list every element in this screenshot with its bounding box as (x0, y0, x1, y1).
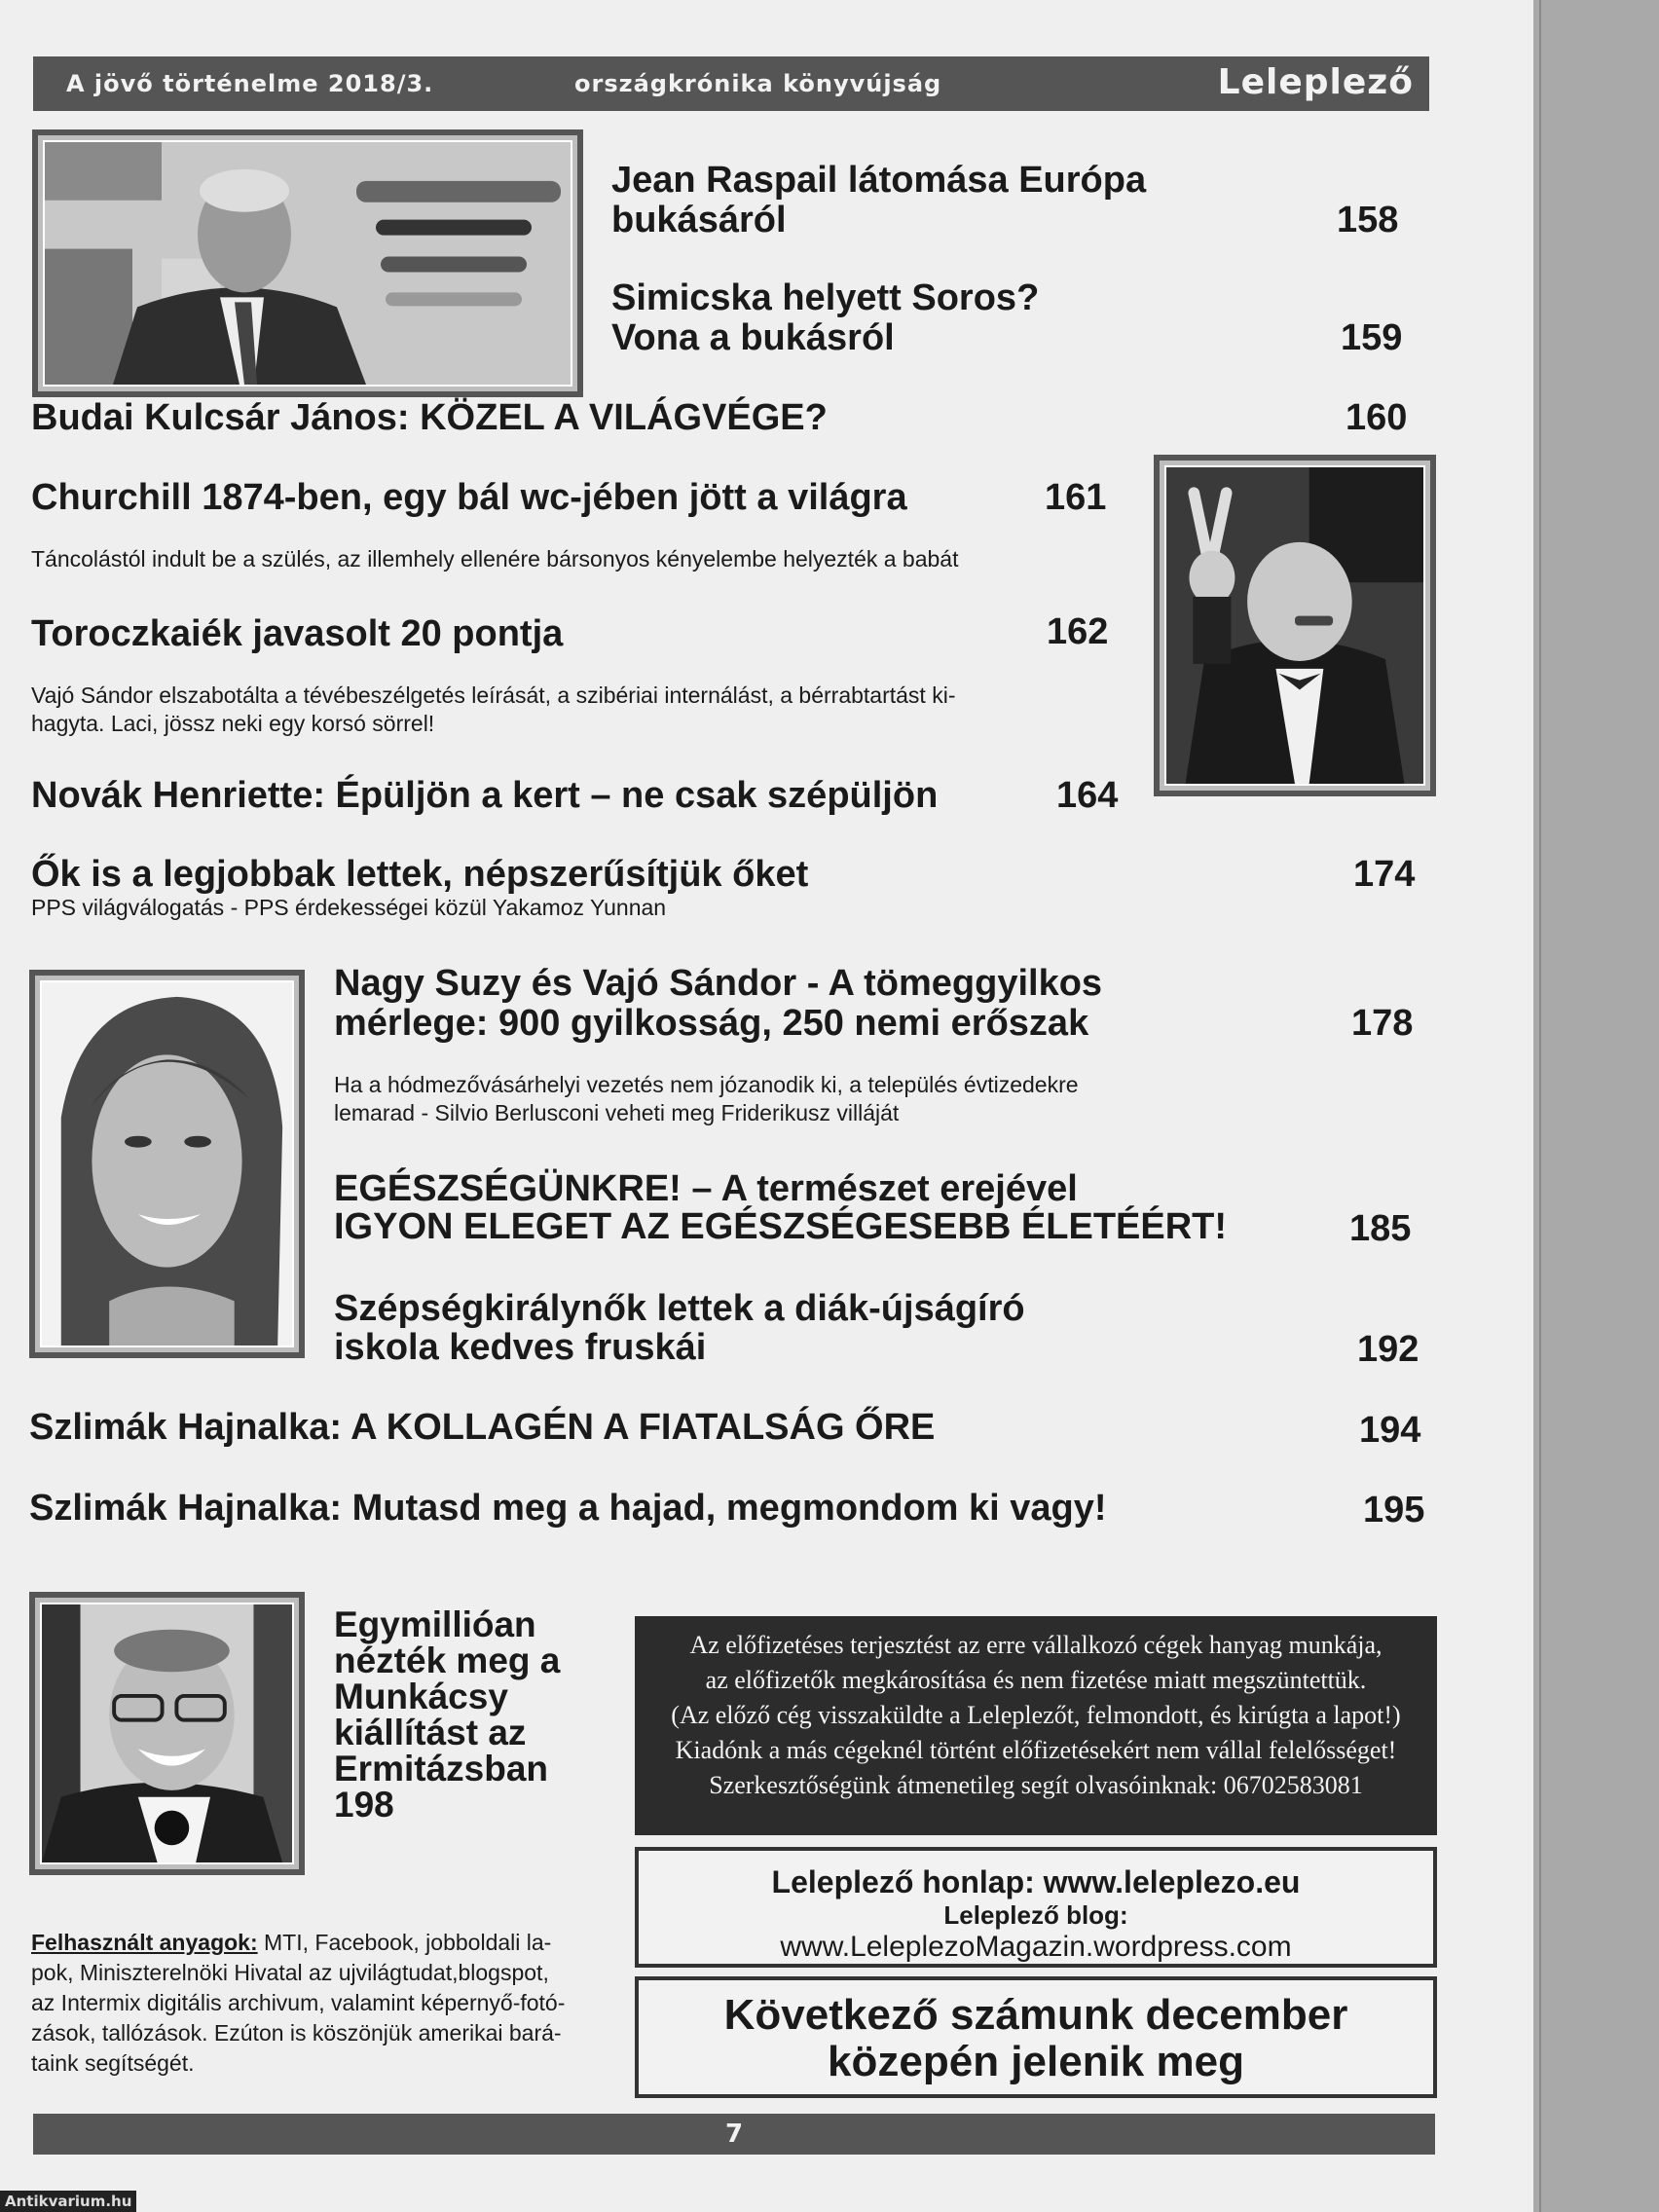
toc-entry-subtitle: PPS világválogatás - PPS érdekességei közül Yakamoz Yunnan (31, 895, 667, 920)
toc-entry-page: 174 (1353, 854, 1416, 895)
toc-entry-title: Szlimák Hajnalka: A KOLLAGÉN A FIATALSÁG ŐRE (29, 1407, 936, 1448)
toc-entry-page: 185 (1349, 1208, 1412, 1249)
toc-entry-page: 164 (1056, 775, 1119, 816)
toc-entry-subtitle: Vajó Sándor elszabotálta a tévébeszélgetés leírását, a szibériai internálást, a bérrabtartást ki- (31, 682, 956, 708)
side-article-line: kiállítást az (334, 1713, 527, 1752)
churchill-photo (1154, 455, 1436, 796)
sources-text: taink segítségét. (31, 2050, 195, 2076)
magazine-title: Leleplező (1217, 62, 1414, 102)
toc-entry-page: 160 (1346, 397, 1408, 438)
toc-entry-title: Toroczkaiék javasolt 20 pontja (31, 613, 564, 654)
page-number: 7 (724, 2120, 744, 2149)
toc-entry-title: Novák Henriette: Épüljön a kert – ne csak szépüljön (31, 775, 939, 816)
toc-entry-page: 194 (1359, 1410, 1421, 1451)
toc-entry-title: Simicska helyett Soros? Vona a bukásról (611, 277, 1040, 358)
notice-line: Szerkesztőségünk átmenetileg segít olvasóinknak: 06702583081 (709, 1771, 1363, 1799)
page-header-bar (33, 56, 1429, 111)
sources-text: MTI, Facebook, jobboldali la- (257, 1930, 552, 1955)
toc-entry-title: Szépségkirálynők lettek a diák-újságíró (334, 1288, 1025, 1329)
next-issue-line: Következő számunk december (723, 1991, 1348, 2039)
page-edge (1533, 0, 1659, 2212)
toc-entry-title: Ők is a legjobbak lettek, népszerűsítjük őket (31, 854, 809, 895)
toc-entry-title: Churchill 1874-ben, egy bál wc-jében jött a világra (31, 477, 907, 518)
sources-text: zások, tallózások. Ezúton is köszönjük amerikai bará- (31, 2020, 562, 2046)
toc-entry-subtitle: Táncolástól indult be a szülés, az illemhely ellenére bársonyos kényelembe helyezték a babát (31, 546, 959, 571)
toc-entry-page: 161 (1045, 477, 1107, 518)
raspail-photo (32, 129, 583, 397)
toc-entry-title: Szlimák Hajnalka: Mutasd meg a hajad, megmondom ki vagy! (29, 1488, 1107, 1529)
watermark: Antikvarium.hu (0, 2191, 136, 2212)
toc-entry-title: Budai Kulcsár János: KÖZEL A VILÁGVÉGE? (31, 397, 828, 438)
side-article-line: nézték meg a (334, 1641, 561, 1680)
blog-link[interactable]: www.LeleplezoMagazin.wordpress.com (780, 1931, 1292, 1963)
toc-entry-title: iskola kedves fruskái (334, 1327, 707, 1368)
page-footer-bar (33, 2114, 1435, 2155)
toc-entry-page: 158 (1337, 200, 1399, 240)
issue-label: A jövő történelme 2018/3. (66, 70, 434, 97)
toc-entry-title: IGYON ELEGET AZ EGÉSZSÉGESEBB ÉLETÉÉRT! (334, 1206, 1228, 1247)
website-box (635, 1847, 1437, 1968)
toc-entry-page: 159 (1341, 317, 1403, 358)
toc-entry-page: 195 (1363, 1490, 1425, 1530)
woman-photo (29, 970, 305, 1358)
sources-credits (31, 1928, 620, 2079)
side-article-page: 198 (334, 1785, 394, 1825)
homepage-link[interactable]: Leleplező honlap: www.leleplezo.eu (771, 1864, 1301, 1899)
notice-line: Kiadónk a más cégeknél történt előfizetésekért nem vállal felelősséget! (675, 1736, 1397, 1764)
side-article-line: Munkácsy (334, 1677, 508, 1716)
toc-entry-page: 178 (1351, 1003, 1414, 1044)
toc-entry-subtitle: hagyta. Laci, jössz neki egy korsó sörrel! (31, 711, 435, 736)
blog-label: Leleplező blog: (943, 1900, 1128, 1930)
series-label: országkrónika könyvújság (574, 70, 942, 97)
sources-text: az Intermix digitális archivum, valamint képernyő-fotó- (31, 1990, 566, 2015)
toc-entry-title: Jean Raspail látomása Európa bukásáról (611, 160, 1147, 240)
toc-entry-subtitle: Ha a hódmezővásárhelyi vezetés nem józanodik ki, a település évtizedekre (334, 1072, 1079, 1097)
toc-entry-title: mérlege: 900 gyilkosság, 250 nemi erőszak (334, 1003, 1089, 1044)
notice-line: (Az előző cég visszaküldte a Leleplezőt, felmondott, és kirúgta a lapot!) (671, 1701, 1401, 1729)
sources-text: pok, Miniszterelnöki Hivatal az ujvilágtudat,blogspot, (31, 1960, 549, 1985)
side-article-line: Ermitázsban (334, 1749, 549, 1788)
notice-line: az előfizetők megkárosítása és nem fizetése miatt megszüntettük. (705, 1666, 1367, 1694)
side-article (334, 1606, 560, 1823)
munkacsy-man-photo (29, 1592, 305, 1875)
subscription-notice (635, 1616, 1437, 1835)
toc-entry-subtitle: lemarad - Silvio Berlusconi veheti meg Friderikusz villáját (334, 1100, 900, 1125)
next-issue-box (635, 1976, 1437, 2098)
toc-entry-page: 192 (1357, 1329, 1419, 1370)
toc-entry-title: EGÉSZSÉGÜNKRE! – A természet erejével (334, 1168, 1078, 1209)
next-issue-line: közepén jelenik meg (828, 2038, 1244, 2085)
toc-entry-page: 162 (1047, 611, 1109, 652)
side-article-line: Egymillióan (334, 1604, 536, 1644)
sources-label: Felhasznált anyagok: (31, 1930, 258, 1955)
toc-entry-title: Nagy Suzy és Vajó Sándor - A tömeggyilkos (334, 963, 1103, 1004)
notice-line: Az előfizetéses terjesztést az erre vállalkozó cégek hanyag munkája, (689, 1631, 1382, 1659)
